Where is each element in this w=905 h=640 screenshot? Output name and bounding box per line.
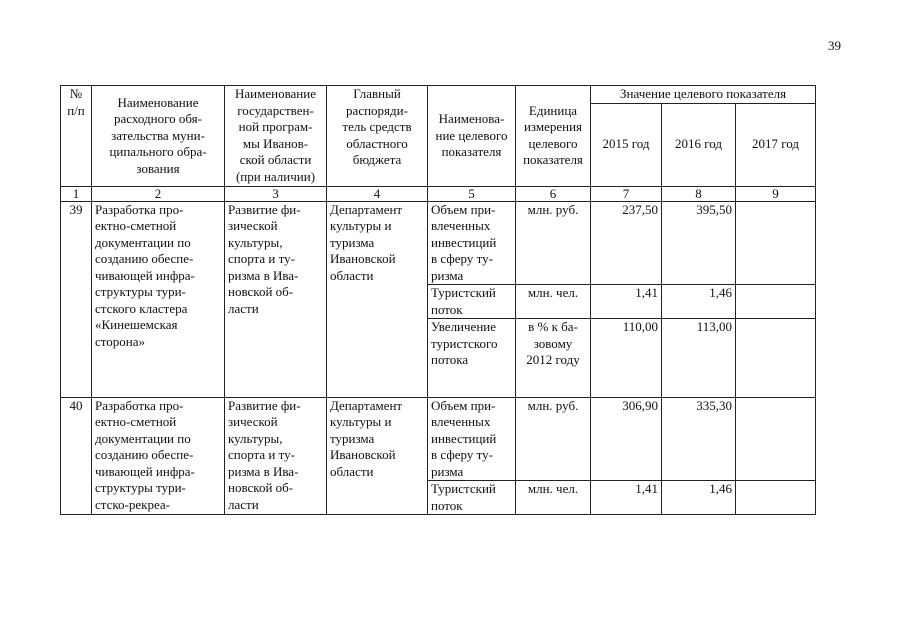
row-number: 39 [61, 201, 92, 397]
value-2016: 1,46 [662, 481, 736, 515]
column-number: 8 [662, 186, 736, 201]
indicator-unit: в % к ба- зовому 2012 году [516, 319, 591, 369]
column-number: 2 [92, 186, 225, 201]
value-2017 [736, 285, 816, 319]
header-unit: Единица измерения целевого показателя [516, 86, 591, 187]
header-indicator: Наименова- ние целевого показателя [428, 86, 516, 187]
budget-manager: Департамент культуры и туризма Ивановской области [327, 397, 428, 515]
value-2016: 335,30 [662, 397, 736, 481]
header-manager: Главный распоряди- тель средств областного бюджета [327, 86, 428, 187]
value-2016: 113,00 [662, 319, 736, 369]
indicator-name: Объем при- влеченных инвестиций в сферу ту- ризма [428, 397, 516, 481]
column-number: 6 [516, 186, 591, 201]
indicator-name: Объем при- влеченных инвестиций в сферу ту- ризма [428, 201, 516, 285]
column-number: 9 [736, 186, 816, 201]
header-row [61, 86, 816, 104]
value-2017 [736, 397, 816, 481]
column-number: 7 [591, 186, 662, 201]
header-year-2015: 2015 год [591, 103, 662, 186]
spacer-cell [428, 369, 516, 398]
value-2017 [736, 201, 816, 285]
value-2015: 237,50 [591, 201, 662, 285]
column-number: 4 [327, 186, 428, 201]
header-year-2016: 2016 год [662, 103, 736, 186]
target-indicators-table [60, 85, 816, 515]
obligation-name: Разработка про- ектно-сметной документации по созданию обеспе- чивающей инфра- структуры тури- стско-рекреа- [92, 397, 225, 515]
indicator-name: Туристский поток [428, 285, 516, 319]
column-numbers-row [61, 186, 816, 201]
spacer-cell [662, 369, 736, 398]
spacer-cell [736, 369, 816, 398]
value-2017 [736, 481, 816, 515]
indicator-unit: млн. чел. [516, 285, 591, 319]
value-2015: 1,41 [591, 481, 662, 515]
value-2015: 110,00 [591, 319, 662, 369]
indicator-name: Туристский поток [428, 481, 516, 515]
indicator-name: Увеличение туристского потока [428, 319, 516, 369]
page-number: 39 [828, 38, 841, 53]
indicator-unit: млн. руб. [516, 397, 591, 481]
table-row [61, 201, 816, 285]
program-name: Развитие фи- зической культуры, спорта и ту- ризма в Ива- новской об- ласти [225, 201, 327, 397]
indicator-unit: млн. руб. [516, 201, 591, 285]
value-2015: 1,41 [591, 285, 662, 319]
indicator-unit: млн. чел. [516, 481, 591, 515]
column-number: 3 [225, 186, 327, 201]
value-2016: 395,50 [662, 201, 736, 285]
header-obligation: Наименование расходного обя- зательства муни- ципального обра- зования [92, 86, 225, 187]
value-2016: 1,46 [662, 285, 736, 319]
budget-manager: Департамент культуры и туризма Ивановской области [327, 201, 428, 397]
row-number: 40 [61, 397, 92, 515]
table-row [61, 397, 816, 481]
header-year-2017: 2017 год [736, 103, 816, 186]
spacer-cell [516, 369, 591, 398]
program-name: Развитие фи- зической культуры, спорта и ту- ризма в Ива- новской об- ласти [225, 397, 327, 515]
header-program: Наименование государствен- ной програм- мы Иванов- ской области (при наличии) [225, 86, 327, 187]
column-number: 5 [428, 186, 516, 201]
header-target-value: Значение целевого показателя [591, 86, 816, 104]
obligation-name: Разработка про- ектно-сметной документации по созданию обеспе- чивающей инфра- структуры тури- стского кластера «Кинешемская сторона» [92, 201, 225, 397]
value-2017 [736, 319, 816, 369]
header-num: № п/п [61, 86, 92, 187]
value-2015: 306,90 [591, 397, 662, 481]
column-number: 1 [61, 186, 92, 201]
spacer-cell [591, 369, 662, 398]
